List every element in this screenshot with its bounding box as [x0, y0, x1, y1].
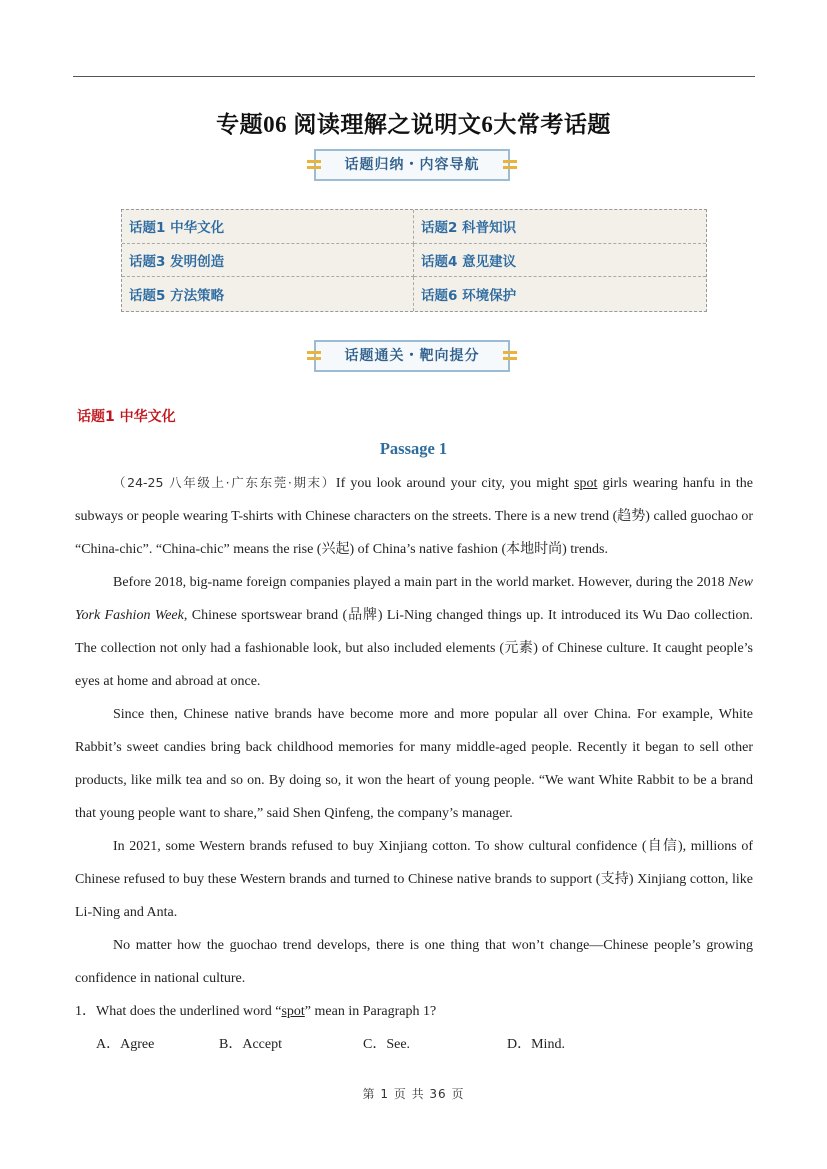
banner-deco-left-icon: [307, 158, 321, 172]
underlined-word: spot: [574, 476, 598, 491]
source-note: （24-25 八年级上·广东东莞·期末）: [113, 475, 336, 490]
question-number: 1．: [75, 1004, 96, 1019]
banner-deco-left-icon: [307, 349, 321, 363]
event-name: New York Fashion Week: [75, 575, 753, 623]
practice-banner-label: 话题通关・靶向提分: [344, 348, 480, 364]
topic-item-2[interactable]: 话题2 科普知识: [414, 210, 706, 244]
option-c[interactable]: C．See.: [363, 1037, 411, 1052]
paragraph-4: In 2021, some Western brands refused to buy Xinjiang cotton. To show cultural confidence (自信), millions of Chinese refused to buy these Western brands and turned to Chinese native brands to support (支持) Xinjiang cotton, like Li-Ning and Anta.: [75, 839, 753, 920]
topic-table: [121, 209, 707, 312]
nav-banner-label: 话题归纳・内容导航: [344, 157, 480, 173]
topic-item-4[interactable]: 话题4 意见建议: [414, 244, 706, 278]
question-underlined-word: spot: [281, 1004, 305, 1019]
topic-item-6[interactable]: 话题6 环境保护: [421, 288, 517, 305]
topic-item-5[interactable]: 话题5 方法策略: [122, 277, 414, 311]
paragraph-3: Since then, Chinese native brands have become more and more popular all over China. For example, White Rabbit’s sweet candies bring back childhood memories for many middle-aged people. Recently it began to sell other products, like milk tea and so on. By doing so, it won the heart of young people. “We want White Rabbit to be a brand that young people want to share,” said Shen Qinfeng, the company’s manager.: [75, 707, 753, 821]
passage-title: Passage 1: [379, 439, 448, 458]
banner-deco-right-icon: [503, 158, 517, 172]
nav-banner: [314, 149, 510, 181]
section-heading: 话题1 中华文化: [77, 409, 176, 425]
option-d[interactable]: D．Mind.: [507, 1037, 565, 1052]
topic-item-3[interactable]: 话题3 发明创造: [122, 244, 414, 278]
header-rule: [73, 76, 755, 77]
practice-banner: [314, 340, 510, 372]
page-title: 专题06 阅读理解之说明文6大常考话题: [216, 112, 611, 137]
page-footer: 第 1 页 共 36 页: [362, 1087, 465, 1101]
paragraph-1: （24-25 八年级上·广东东莞·期末）If you look around your city, you might spot girls wearing hanfu in the subways or people wearing T-shirts with Chinese characters on the streets. There is a new trend (趋势) called guochao or “China-chic”. “China-chic” means the rise (兴起) of China’s native fashion (本地时尚) trends.: [75, 475, 753, 557]
option-b[interactable]: B．Accept: [219, 1037, 282, 1052]
passage-body: [75, 466, 753, 995]
paragraph-5: No matter how the guochao trend develops, there is one thing that won’t change—Chinese people’s growing confidence in national culture.: [75, 938, 753, 986]
option-a[interactable]: A．Agree: [96, 1037, 155, 1052]
topic-item-1[interactable]: 话题1 中华文化: [122, 210, 414, 244]
paragraph-2: Before 2018, big-name foreign companies played a main part in the world market. However, during the 2018 New York Fashion Week, Chinese sportswear brand (品牌) Li-Ning changed things up. It introduced its Wu Dao collection. The collection not only had a fashionable look, but also included elements (元素) of Chinese culture. It caught people’s eyes at home and abroad at once.: [75, 575, 753, 689]
question-1: 1．What does the underlined word “spot” mean in Paragraph 1?: [75, 1004, 437, 1019]
banner-deco-right-icon: [503, 349, 517, 363]
